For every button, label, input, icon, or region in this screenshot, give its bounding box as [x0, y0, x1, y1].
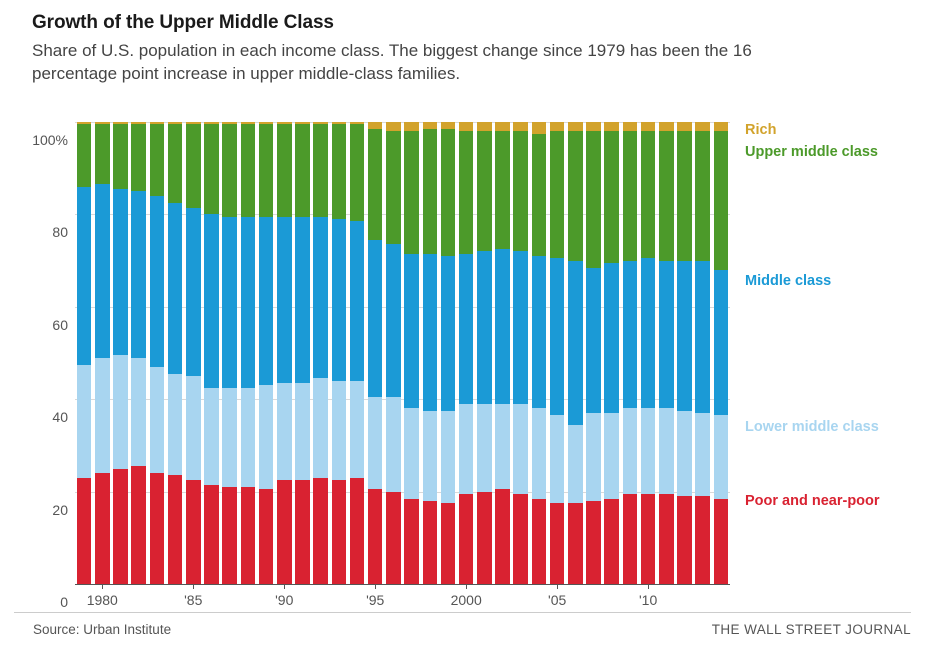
- legend-item-lower-middle-class[interactable]: Lower middle class: [745, 419, 879, 435]
- bar-segment: [677, 122, 692, 131]
- bar-segment: [259, 217, 274, 386]
- table-row[interactable]: [313, 122, 328, 584]
- bar-segment: [423, 129, 438, 254]
- bar-segment: [77, 478, 92, 584]
- bar-segment: [186, 480, 201, 584]
- bar-segment: [368, 489, 383, 584]
- table-row[interactable]: [604, 122, 619, 584]
- table-row[interactable]: [186, 122, 201, 584]
- bar-segment: [695, 131, 710, 260]
- table-row[interactable]: [695, 122, 710, 584]
- bar-segment: [623, 494, 638, 584]
- bar-segment: [714, 499, 729, 584]
- bar-segment: [368, 122, 383, 129]
- bar-segment: [150, 367, 165, 473]
- bar-segment: [441, 122, 456, 129]
- bar-segment: [586, 122, 601, 131]
- bar-segment: [532, 499, 547, 584]
- bar-segment: [95, 358, 110, 474]
- bar-segment: [386, 492, 401, 584]
- bar-segment: [277, 383, 292, 480]
- bar-segment: [513, 404, 528, 494]
- bar-segment: [222, 388, 237, 487]
- x-tick-mark-1985: [193, 584, 194, 589]
- bar-segment: [677, 496, 692, 584]
- bar-segment: [441, 256, 456, 411]
- bar-segment: [568, 503, 583, 584]
- bar-segment: [404, 408, 419, 498]
- x-axis: [75, 584, 730, 614]
- bar-segment: [332, 381, 347, 480]
- table-row[interactable]: [295, 122, 310, 584]
- y-axis-labels: [0, 122, 68, 610]
- bar-segment: [423, 411, 438, 501]
- bar-segment: [168, 124, 183, 203]
- bar-segment: [368, 397, 383, 489]
- bar-segment: [368, 129, 383, 240]
- table-row[interactable]: [495, 122, 510, 584]
- bar-segment: [150, 196, 165, 367]
- bar-segment: [313, 124, 328, 216]
- bar-segment: [386, 131, 401, 244]
- bar-segment: [332, 124, 347, 219]
- bar-segment: [641, 494, 656, 584]
- bar-segment: [386, 397, 401, 492]
- table-row[interactable]: [332, 122, 347, 584]
- table-row[interactable]: [568, 122, 583, 584]
- bar-segment: [404, 254, 419, 409]
- x-tick-mark-1995: [375, 584, 376, 589]
- bar-segment: [222, 217, 237, 388]
- bar-segment: [659, 261, 674, 409]
- bar-segment: [131, 191, 146, 357]
- bar-segment: [604, 263, 619, 413]
- bar-segment: [677, 261, 692, 411]
- x-tick-label-2010: '10: [639, 592, 658, 608]
- bar-segment: [568, 122, 583, 131]
- bar-segment: [295, 217, 310, 383]
- bar-segment: [131, 124, 146, 191]
- bar-segment: [204, 485, 219, 584]
- table-row[interactable]: [532, 122, 547, 584]
- bar-segment: [350, 381, 365, 478]
- bar-segment: [623, 408, 638, 493]
- bar-segment: [277, 124, 292, 216]
- x-tick-mark-2000: [466, 584, 467, 589]
- table-row[interactable]: [131, 122, 146, 584]
- bar-segment: [150, 473, 165, 584]
- bar-segment: [204, 388, 219, 485]
- bar-segment: [222, 124, 237, 216]
- bar-segment: [586, 413, 601, 501]
- bar-segment: [641, 258, 656, 408]
- y-tick-label-20: 20: [52, 501, 68, 518]
- bar-segment: [604, 413, 619, 498]
- y-tick-label-0: 0: [60, 594, 68, 610]
- bar-segment: [277, 480, 292, 584]
- bar-segment: [659, 122, 674, 131]
- y-tick-label-40: 40: [52, 409, 68, 426]
- bar-segment: [532, 122, 547, 134]
- bar-segment: [477, 122, 492, 131]
- bar-segment: [77, 187, 92, 365]
- bar-segment: [459, 131, 474, 253]
- bar-segment: [477, 251, 492, 403]
- bar-segment: [604, 131, 619, 263]
- bar-segment: [350, 221, 365, 380]
- table-row[interactable]: [459, 122, 474, 584]
- table-row[interactable]: [513, 122, 528, 584]
- bar-segment: [277, 217, 292, 383]
- table-row[interactable]: [477, 122, 492, 584]
- x-tick-label-1995: '95: [366, 592, 385, 608]
- bar-segment: [550, 122, 565, 131]
- table-row[interactable]: [586, 122, 601, 584]
- bar-segment: [568, 261, 583, 425]
- bar-segment: [95, 473, 110, 584]
- source-note: Source: Urban Institute: [33, 622, 172, 637]
- bar-segment: [77, 124, 92, 186]
- bar-segment: [423, 254, 438, 411]
- table-row[interactable]: [404, 122, 419, 584]
- bar-segment: [550, 258, 565, 415]
- table-row[interactable]: [677, 122, 692, 584]
- bar-segment: [477, 131, 492, 251]
- table-row[interactable]: [386, 122, 401, 584]
- x-tick-label-1985: '85: [184, 592, 203, 608]
- bar-segment: [386, 244, 401, 396]
- bar-segment: [604, 499, 619, 584]
- bar-segment: [295, 124, 310, 216]
- y-tick-label-100: 100%: [32, 132, 68, 148]
- x-tick-mark-1990: [284, 584, 285, 589]
- table-row[interactable]: [77, 122, 92, 584]
- bar-segment: [295, 480, 310, 584]
- bar-segment: [495, 131, 510, 249]
- table-row[interactable]: [659, 122, 674, 584]
- bar-segment: [222, 487, 237, 584]
- x-tick-label-2005: '05: [548, 592, 567, 608]
- x-tick-mark-2005: [557, 584, 558, 589]
- bar-segment: [459, 122, 474, 131]
- x-tick-label-1990: '90: [275, 592, 294, 608]
- bar-segment: [623, 122, 638, 131]
- bar-segment: [313, 217, 328, 379]
- bar-segment: [404, 499, 419, 584]
- bar-segment: [113, 469, 128, 585]
- bar-segment: [659, 494, 674, 584]
- bar-segment: [714, 122, 729, 131]
- table-row[interactable]: [168, 122, 183, 584]
- bar-segment: [550, 131, 565, 258]
- bar-segment: [532, 408, 547, 498]
- bar-segment: [495, 122, 510, 131]
- bar-segment: [532, 256, 547, 408]
- table-row[interactable]: [277, 122, 292, 584]
- bar-segment: [131, 466, 146, 584]
- table-row[interactable]: [368, 122, 383, 584]
- bar-segment: [241, 124, 256, 216]
- table-row[interactable]: [714, 122, 729, 584]
- x-tick-mark-1980: [102, 584, 103, 589]
- bar-segment: [513, 494, 528, 584]
- legend-item-rich[interactable]: Rich: [745, 122, 777, 138]
- bar-segment: [95, 124, 110, 184]
- bar-segment: [550, 415, 565, 503]
- bar-segment: [295, 383, 310, 480]
- bar-segment: [586, 501, 601, 584]
- bar-segment: [459, 404, 474, 494]
- bar-segment: [204, 214, 219, 387]
- bar-segment: [350, 478, 365, 584]
- bar-segment: [332, 480, 347, 584]
- bar-segment: [168, 374, 183, 476]
- bar-segment: [659, 408, 674, 493]
- bar-segment: [332, 219, 347, 381]
- page-subtitle: Share of U.S. population in each income class. The biggest change since 1979 has been the 16 percentage point increase in upper middle-class families.: [32, 41, 752, 83]
- bar-segment: [586, 268, 601, 414]
- x-tick-label-1980: 1980: [86, 592, 118, 608]
- bar-segment: [404, 122, 419, 131]
- bar-segment: [641, 122, 656, 131]
- table-row[interactable]: [641, 122, 656, 584]
- x-tick-label-2000: 2000: [450, 592, 482, 608]
- page-title: Growth of the Upper Middle Class: [32, 12, 334, 33]
- table-row[interactable]: [350, 122, 365, 584]
- stacked-bars: [75, 122, 730, 584]
- bar-segment: [623, 261, 638, 409]
- bar-segment: [313, 378, 328, 477]
- brand-label: THE WALL STREET JOURNAL: [711, 622, 911, 637]
- bar-segment: [568, 425, 583, 504]
- table-row[interactable]: [150, 122, 165, 584]
- bar-segment: [477, 492, 492, 584]
- bar-segment: [513, 122, 528, 131]
- bar-segment: [641, 131, 656, 258]
- bar-segment: [677, 131, 692, 260]
- bar-segment: [168, 203, 183, 374]
- bar-segment: [186, 208, 201, 377]
- bar-segment: [695, 122, 710, 131]
- bar-segment: [386, 122, 401, 131]
- bar-segment: [241, 487, 256, 584]
- bar-segment: [604, 122, 619, 131]
- bar-segment: [113, 124, 128, 189]
- bar-segment: [186, 376, 201, 480]
- table-row[interactable]: [95, 122, 110, 584]
- bar-segment: [568, 131, 583, 260]
- bar-segment: [241, 388, 256, 487]
- bar-segment: [513, 251, 528, 403]
- bar-segment: [259, 124, 274, 216]
- legend-item-upper-middle-class[interactable]: Upper middle class: [745, 144, 878, 160]
- bar-segment: [695, 261, 710, 413]
- bar-segment: [532, 134, 547, 256]
- plot-region: [75, 122, 730, 584]
- bar-segment: [168, 475, 183, 584]
- bar-segment: [641, 408, 656, 493]
- bar-segment: [477, 404, 492, 492]
- chart-area: [0, 104, 925, 610]
- x-tick-mark-2010: [648, 584, 649, 589]
- bar-segment: [495, 249, 510, 404]
- table-row[interactable]: [113, 122, 128, 584]
- bar-segment: [459, 254, 474, 404]
- bar-segment: [714, 415, 729, 498]
- bar-segment: [368, 240, 383, 397]
- legend-item-middle-class[interactable]: Middle class: [745, 273, 832, 289]
- bar-segment: [550, 503, 565, 584]
- bar-segment: [404, 131, 419, 253]
- bar-segment: [441, 411, 456, 503]
- bar-segment: [350, 124, 365, 221]
- bar-segment: [131, 358, 146, 467]
- y-tick-label-60: 60: [52, 316, 68, 333]
- bar-segment: [441, 129, 456, 256]
- bar-segment: [77, 365, 92, 478]
- bar-segment: [459, 494, 474, 584]
- table-row[interactable]: [259, 122, 274, 584]
- bar-segment: [423, 122, 438, 129]
- bar-segment: [313, 478, 328, 584]
- bar-segment: [259, 385, 274, 489]
- table-row[interactable]: [423, 122, 438, 584]
- table-row[interactable]: [241, 122, 256, 584]
- bar-segment: [623, 131, 638, 260]
- bar-segment: [714, 270, 729, 416]
- bar-segment: [695, 413, 710, 496]
- bar-segment: [113, 189, 128, 355]
- bar-segment: [423, 501, 438, 584]
- bar-segment: [95, 184, 110, 357]
- bar-segment: [586, 131, 601, 267]
- bar-segment: [259, 489, 274, 584]
- footer-divider: [14, 612, 911, 613]
- legend-item-poor-and-near-poor[interactable]: Poor and near-poor: [745, 493, 880, 509]
- table-row[interactable]: [441, 122, 456, 584]
- table-row[interactable]: [222, 122, 237, 584]
- bar-segment: [677, 411, 692, 496]
- table-row[interactable]: [550, 122, 565, 584]
- bar-segment: [695, 496, 710, 584]
- y-tick-label-80: 80: [52, 224, 68, 241]
- bar-segment: [113, 355, 128, 468]
- table-row[interactable]: [204, 122, 219, 584]
- bar-segment: [241, 217, 256, 388]
- bar-segment: [714, 131, 729, 270]
- bar-segment: [150, 124, 165, 196]
- bar-segment: [513, 131, 528, 251]
- bar-segment: [659, 131, 674, 260]
- bar-segment: [204, 124, 219, 214]
- bar-segment: [441, 503, 456, 584]
- bar-segment: [495, 404, 510, 489]
- bar-segment: [495, 489, 510, 584]
- bar-segment: [186, 124, 201, 207]
- table-row[interactable]: [623, 122, 638, 584]
